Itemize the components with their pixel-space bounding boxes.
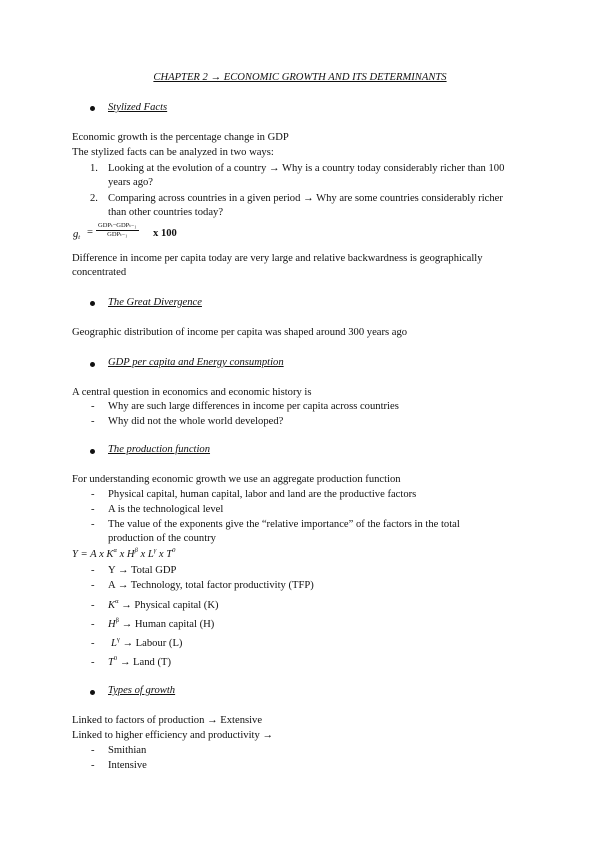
dash: - <box>91 657 95 668</box>
dash: - <box>91 745 95 756</box>
dash: - <box>91 600 95 611</box>
list-item-continued: production of the country <box>108 533 216 544</box>
list-number: 1. <box>90 163 98 174</box>
dash: - <box>91 760 95 771</box>
dash: - <box>91 416 95 427</box>
section-heading-production: The production function <box>108 444 211 455</box>
section-heading-energy: GDP per capita and Energy consumption <box>108 357 284 368</box>
dash: - <box>91 401 95 412</box>
paragraph-continued: concentrated <box>72 267 127 278</box>
definition-item: $H^\beta$ → Human capital (H) <box>108 617 215 630</box>
list-item: The value of the exponents give the “relative importance” of the factors in the total <box>108 519 460 530</box>
bullet-icon <box>90 449 95 454</box>
document-page: CHAPTER 2 → ECONOMIC GROWTH AND ITS DETERMINANTS Stylized Facts Economic growth is the percentage change in GDP The stylized facts can be analyzed in two ways: 1. Looking at the evolution of a country → Why is a country today considerably richer than 100 years ago? 2. Comparing across countries in a given period → Why are some countries considerably richer than other countries today? $g_t$ = GDPₜ−GDPₜ₋₁ GDPₜ₋₁ x 100 Difference in income per capita today are very large and relative backwardness is geographically concentrated The Great Divergence Geographic distribution of income per capita was shaped around 300 years ago GDP per capita and Energy consumption A central question in economics and economic history is - Why are such large differences in income per capita across countries - Why did not the whole world developed? The production function For understanding economic growth we use an aggregate production function - Physical capital, human capital, labor and land are the productive factors - A is the technological level - The value of the exponents give the “relative importance” of the factors in the total production of the country Y = A x $K^\alpha$ x $H^\beta$ x $L^\gamma$ x $T^0$ - Y → Total GDP - A → Technology, total factor productivity (TFP) - $K^\alpha$ → Physical capital (K) - $H^\beta$ → Human capital (H) - $L^\gamma$ → Labour (L) - $T^0$ → Land (T) Types of growth Linked to factors of production → Extensive Linked to higher efficiency and productivity → - Smithian - Intensive <box>0 0 600 848</box>
list-item: Comparing across countries in a given period → Why are some countries considerably richer <box>108 193 503 204</box>
dash: - <box>91 580 95 591</box>
definition-item: A → Technology, total factor productivity (TFP) <box>108 580 314 591</box>
definition-item: $T^0$ → Land (T) <box>108 655 171 668</box>
section-heading-stylized: Stylized Facts <box>108 102 168 113</box>
paragraph: Linked to factors of production → Extensive <box>72 715 263 726</box>
list-item: Looking at the evolution of a country → Why is a country today considerably richer than 100 <box>108 163 505 174</box>
definition-item: $K^\alpha$ → Physical capital (K) <box>108 598 219 611</box>
paragraph: Linked to higher efficiency and productivity → <box>72 730 274 741</box>
dash: - <box>91 638 95 649</box>
list-item: Physical capital, human capital, labor and land are the productive factors <box>108 489 417 500</box>
dash: - <box>91 619 95 630</box>
paragraph: Difference in income per capita today are very large and relative backwardness is geographically <box>72 253 483 264</box>
list-item: A is the technological level <box>108 504 224 515</box>
paragraph: Geographic distribution of income per capita was shaped around 300 years ago <box>72 327 408 338</box>
list-number: 2. <box>90 193 98 204</box>
definition-item: Y → Total GDP <box>108 565 177 576</box>
list-item: Why are such large differences in income per capita across countries <box>108 401 399 412</box>
section-heading-divergence: The Great Divergence <box>108 297 202 308</box>
definition-item: $L^\gamma$ → Labour (L) <box>111 636 183 649</box>
list-item: Why did not the whole world developed? <box>108 416 284 427</box>
page-title: CHAPTER 2 → ECONOMIC GROWTH AND ITS DETERMINANTS <box>153 72 447 83</box>
list-item: Intensive <box>108 760 147 771</box>
dash: - <box>91 519 95 530</box>
paragraph: A central question in economics and economic history is <box>72 387 312 398</box>
list-item-continued: than other countries today? <box>108 207 224 218</box>
list-item-continued: years ago? <box>108 177 153 188</box>
bullet-icon <box>90 690 95 695</box>
production-equation: Y = A x $K^\alpha$ x $H^\beta$ x $L^\gamma$ x $T^0$ <box>72 547 176 560</box>
dash: - <box>91 565 95 576</box>
list-item: Smithian <box>108 745 147 756</box>
dash: - <box>91 489 95 500</box>
bullet-icon <box>90 362 95 367</box>
dash: - <box>91 504 95 515</box>
paragraph: The stylized facts can be analyzed in two ways: <box>72 147 274 158</box>
paragraph: For understanding economic growth we use an aggregate production function <box>72 474 401 485</box>
bullet-icon <box>90 106 95 111</box>
bullet-icon <box>90 301 95 306</box>
paragraph: Economic growth is the percentage change in GDP <box>72 132 289 143</box>
section-heading-types: Types of growth <box>108 685 176 696</box>
